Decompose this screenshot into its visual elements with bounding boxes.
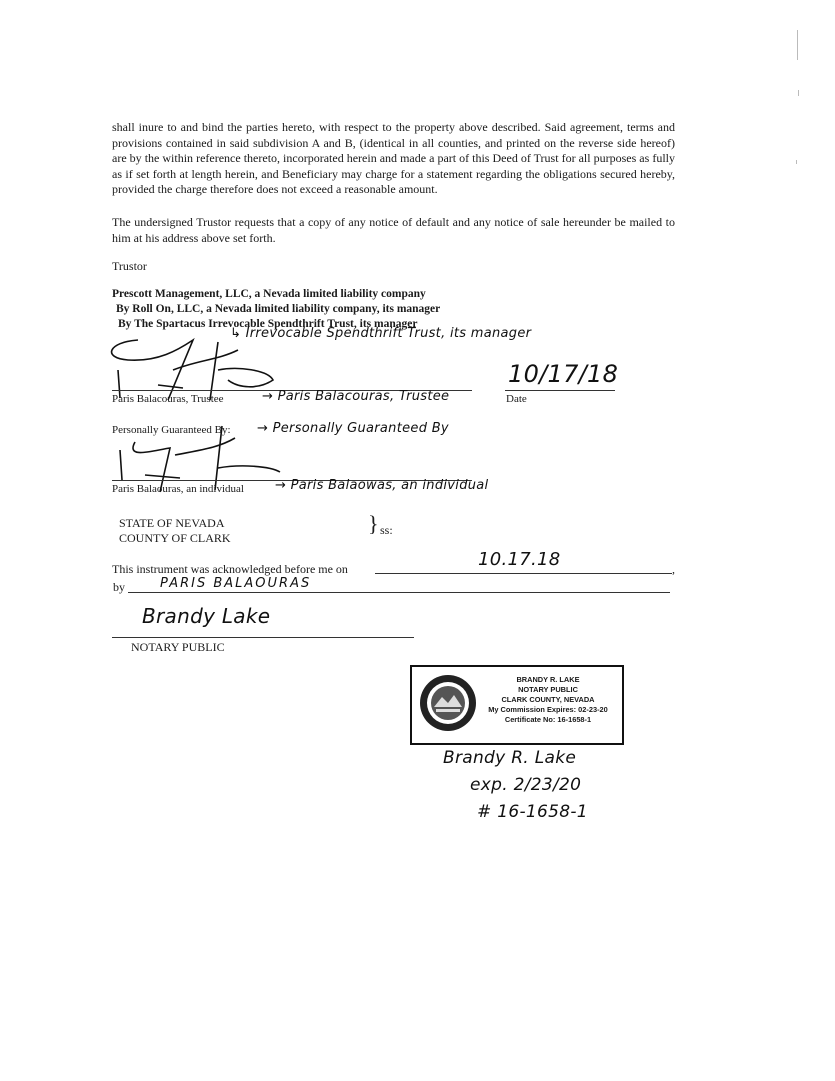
seal-title: NOTARY PUBLIC	[518, 685, 578, 694]
notary-seal-stamp	[410, 665, 624, 745]
guarantee-label: Personally Guaranteed By:	[112, 424, 231, 436]
seal-county: CLARK COUNTY, NEVADA	[501, 695, 595, 704]
ss-label: ss:	[380, 523, 393, 537]
handwritten-guarantor-signer: → Paris Balaowas, an individual	[275, 478, 489, 493]
acknowledgment-text: This instrument was acknowledged before me on	[112, 562, 348, 576]
scan-edge-mark	[798, 90, 799, 96]
agreement-paragraph: shall inure to and bind the parties hereto, with respect to the property above described. Said agreement, terms and provisions contained in said subdivision A and B, (identical in all counties, and printed on the reverse side hereof) are by the within reference thereto, incorporated herein and made a part of this Deed of Trust for all purposes as fully as if set forth at length herein, and Beneficiary may charge for a statement regarding the obligations secured hereby, provided the charge therefore does not exceed a reasonable amount.	[112, 120, 675, 196]
trustor-label: Trustor	[112, 259, 147, 273]
notary-public-label: NOTARY PUBLIC	[131, 640, 225, 654]
company-line-1: Prescott Management, LLC, a Nevada limited liability company	[112, 288, 426, 300]
date-label: Date	[506, 393, 527, 405]
company-line-2: By Roll On, LLC, a Nevada limited liability company, its manager	[116, 303, 441, 315]
by-label: by	[113, 580, 125, 594]
state-seal-icon	[418, 673, 478, 733]
handwritten-notary-name: Brandy R. Lake	[443, 748, 577, 768]
ack-trailing-comma: ,	[672, 562, 675, 576]
handwritten-guarantee-label: → Personally Guaranteed By	[257, 421, 449, 436]
trustee-signer-label: Paris Balacouras, Trustee	[112, 393, 224, 405]
ack-date-line	[375, 573, 672, 574]
handwritten-date: 10/17/18	[508, 360, 619, 388]
date-line	[505, 390, 615, 391]
seal-certificate: Certificate No: 16-1658-1	[504, 715, 592, 724]
notary-signature: Brandy Lake	[142, 604, 271, 628]
seal-expiry: My Commission Expires: 02-23-20	[488, 705, 608, 714]
handwritten-trust-note: ↳ Irrevocable Spendthrift Trust, its manager	[230, 326, 532, 341]
seal-name: BRANDY R. LAKE	[516, 675, 580, 684]
guarantor-signer-label: Paris Balaouras, an individual	[112, 483, 244, 495]
handwritten-notary-expiry: exp. 2/23/20	[470, 775, 582, 795]
handwritten-trustee-signer: → Paris Balacouras, Trustee	[262, 389, 450, 404]
seal-text-block	[476, 675, 620, 725]
handwritten-by-name: PARIS BALAOURAS	[160, 576, 312, 591]
handwritten-notary-certificate: # 16-1658-1	[477, 802, 588, 822]
company-line-3: By The Spartacus Irrevocable Spendthrift Trust, its manager	[118, 318, 418, 330]
handwritten-ack-date: 10.17.18	[478, 549, 561, 570]
scan-edge-mark	[796, 160, 797, 164]
by-line	[128, 592, 670, 593]
state-line: STATE OF NEVADA	[119, 516, 225, 530]
scan-edge-mark	[797, 30, 798, 60]
notary-signature-line	[112, 637, 414, 638]
county-line: COUNTY OF CLARK	[119, 531, 231, 545]
notice-request-paragraph: The undersigned Trustor requests that a copy of any notice of default and any notice of sale hereunder be mailed to him at his address above set forth.	[112, 215, 675, 245]
ss-brace: }	[368, 511, 379, 536]
